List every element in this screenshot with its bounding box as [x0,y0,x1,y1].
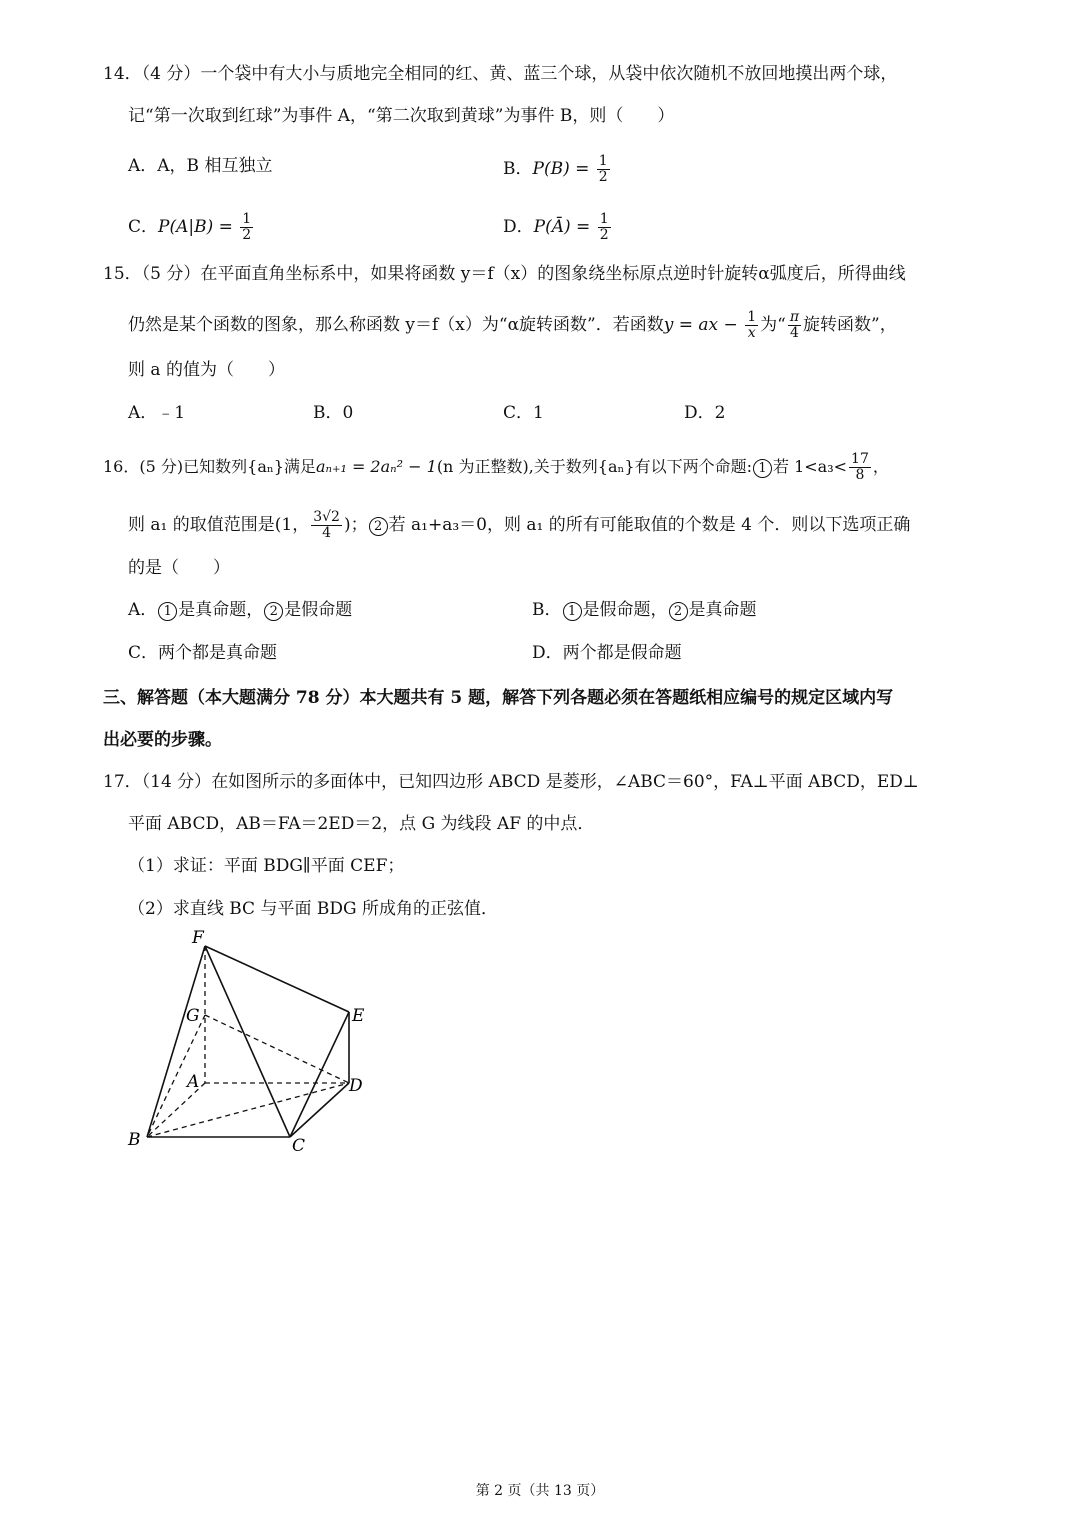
q15-fraction-pi-over-4 [788,310,801,341]
q17-part1: （1）求证：平面 BDG∥平面 CEF； [128,856,405,876]
q16-score: (5 分) [139,457,184,476]
q16-option-b-text2: 是真命题 [688,600,757,620]
q15-option-c: C．1 [503,403,544,423]
q14-option-a: A．A，B 相互独立 [128,156,273,176]
q16-text1c: (n 为正整数),关于数列{aₙ}有以下两个命题: [436,457,752,476]
q16-fraction-17-over-8 [849,452,871,483]
label-G: G [186,1006,200,1026]
circled-2-icon: 2 [369,517,388,536]
q16-number: 16． [103,457,140,476]
q14-option-c-expr: P(A|B) = [158,217,233,237]
fraction-denominator: 4 [322,525,332,541]
q16-option-a-text2: 是假命题 [284,600,353,620]
fraction-numerator: 1 [598,153,608,169]
q14-text1: 一个袋中有大小与质地完全相同的红、黄、蓝三个球，从袋中依次随机不放回地摸出两个球， [200,64,898,84]
q17-polyhedron-figure [120,925,380,1160]
fraction-denominator: 2 [242,227,252,243]
q15-text2c: 为“ [760,315,786,335]
label-E: E [352,1006,365,1026]
q16-fraction-3root2-over-4 [311,510,342,541]
q15-function-expr: y = ax − [663,315,738,335]
q16-option-b-text1: 是假命题， [582,600,668,620]
edge-FC [205,946,290,1137]
q16-option-c: C．两个都是真命题 [128,643,278,663]
q17-part2: （2）求直线 BC 与平面 BDG 所成角的正弦值． [128,899,498,919]
q16-line1 [103,452,889,483]
q15-option-b: B．0 [313,403,354,423]
q16-option-b [532,598,757,622]
fraction-numerator: 1 [747,309,757,325]
q14-number: 14． [103,64,142,84]
edge-CE [290,1012,349,1137]
q15-line2 [128,310,897,341]
q14-line2: 记“第一次取到红球”为事件 A，“第二次取到黄球”为事件 B，则（ ） [128,106,675,126]
label-A: A [187,1072,200,1092]
edge-GD [205,1015,349,1083]
fraction-denominator: 8 [855,467,865,483]
circled-1-icon: 1 [158,602,177,621]
q17-number: 17． [103,772,142,792]
q16-text1a: 已知数列{aₙ}满足 [183,457,316,476]
q15-score: （5 分） [141,264,201,284]
q16-recurrence: aₙ₊₁ = 2aₙ² − 1 [315,457,437,476]
q15-number: 15． [103,264,142,284]
q16-option-a [128,598,352,622]
label-F: F [192,928,204,948]
q17-line1 [103,770,919,794]
edge-FE [205,946,349,1012]
section3-heading-line2: 出必要的步骤。 [103,730,222,750]
q16-line2 [128,510,910,541]
q15-line1 [103,262,906,286]
label-D: D [349,1076,363,1096]
q16-option-a-text1: 是真命题， [178,600,264,620]
q14-option-c [128,212,255,243]
label-C: C [292,1136,306,1156]
circled-1-icon: 1 [563,602,582,621]
q15-option-a: A．﹣1 [128,403,186,423]
q16-option-d: D．两个都是假命题 [532,643,682,663]
fraction-denominator: x [747,325,756,341]
circled-1-icon: 1 [753,459,772,478]
q14-score: （4 分） [141,64,201,84]
fraction-numerator: π [789,309,800,325]
q16-text2c: 若 a₁+a₃＝0，则 a₁ 的所有可能取值的个数是 4 个．则以下选项正确 [388,515,911,535]
fraction-denominator: 4 [789,325,799,341]
q14-line1 [103,62,897,86]
q17-score: （14 分） [141,772,212,792]
fraction-numerator: 1 [242,211,252,227]
q14-option-c-fraction [240,212,253,243]
q14-option-d-fraction [598,212,611,243]
q14-option-b-fraction [597,154,610,185]
circled-2-icon: 2 [669,602,688,621]
fraction-denominator: 2 [598,169,608,185]
q17-line2: 平面 ABCD，AB＝FA＝2ED＝2，点 G 为线段 AF 的中点． [128,814,595,834]
page-footer: 第 2 页（共 13 页） [475,1483,605,1499]
q16-option-a-label: A． [128,600,158,620]
q16-option-b-label: B． [532,600,562,620]
q14-option-b-label: B． [503,159,533,179]
q15-text2d: 旋转函数”， [803,315,897,335]
q15-option-d: D．2 [684,403,726,423]
q15-line3: 则 a 的值为（ ） [128,360,285,380]
q17-text1: 在如图所示的多面体中，已知四边形 ABCD 是菱形，∠ABC＝60°，FA⊥平面 ABCD，ED⊥ [211,772,919,792]
fraction-numerator: 1 [599,211,609,227]
fraction-numerator: 17 [851,451,869,467]
circled-2-icon: 2 [264,602,283,621]
q14-option-b-expr: P(B) = [532,159,590,179]
fraction-denominator: 2 [599,227,609,243]
fraction-numerator: 3√2 [313,509,340,525]
q14-option-d-label: D． [503,217,534,237]
q16-text1e: ， [872,457,889,476]
section3-heading-line1: 三、解答题（本大题满分 78 分）本大题共有 5 题，解答下列各题必须在答题纸相应编号的规定区域内写 [103,688,894,708]
q15-text1: 在平面直角坐标系中，如果将函数 y＝f（x）的图象绕坐标原点逆时针旋转α弧度后，所得曲线 [200,264,906,284]
edge-FB [147,946,205,1137]
q16-text1d: 若 1<a₃< [773,457,848,476]
q14-option-d [503,212,613,243]
q14-option-b [503,154,612,185]
edge-CD [290,1083,349,1137]
q14-option-d-expr: P(Ā) = [533,217,591,237]
q15-text2a: 仍然是某个函数的图象，那么称函数 y＝f（x）为“α旋转函数”．若函数 [128,315,664,335]
q14-option-c-label: C． [128,217,159,237]
q16-text2a: 则 a₁ 的取值范围是(1， [128,515,310,535]
q16-text2b: )； [343,515,368,535]
q15-fraction-1-over-x [745,310,758,341]
label-B: B [128,1130,141,1150]
q16-line3: 的是（ ） [128,558,230,578]
